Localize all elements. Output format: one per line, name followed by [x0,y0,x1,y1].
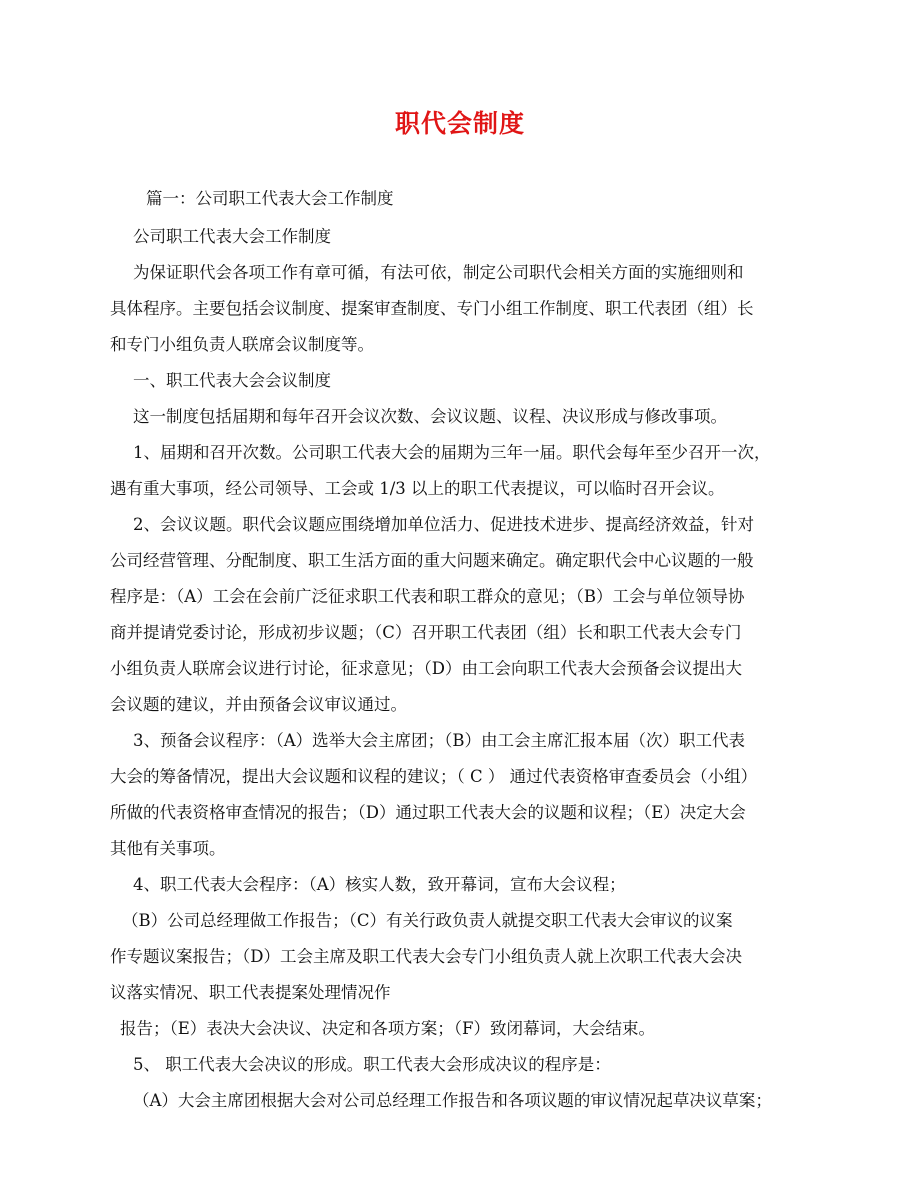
paragraph-line: （B）公司总经理做工作报告；（C）有关行政负责人就提交职工代表大会审议的议案 [122,911,733,930]
paragraph-line: 议落实情况、职工代表提案处理情况作 [110,983,391,1002]
paragraph-line: 所做的代表资格审查情况的报告；（D）通过职工代表大会的议题和议程；（E）决定大会 [110,803,746,822]
paragraph-line: 篇一：公司职工代表大会工作制度 [146,189,394,208]
paragraph-line: 一、职工代表大会会议制度 [133,371,331,390]
document-title: 职代会制度 [394,109,525,138]
paragraph-line: 报告；（E）表决大会决议、决定和各项方案；（F）致闭幕词，大会结束。 [120,1019,655,1038]
paragraph-line: 公司经营管理、分配制度、职工生活方面的重大问题来确定。确定职代会中心议题的一般 [110,551,754,570]
paragraph-line: 商并提请党委讨论，形成初步议题；（C）召开职工代表团（组）长和职工代表大会专门 [110,623,742,642]
paragraph-line: 其他有关事项。 [110,839,226,858]
paragraph-line: 1、届期和召开次数。公司职工代表大会的届期为三年一届。职代会每年至少召开一次， [133,443,771,462]
paragraph-line: 公司职工代表大会工作制度 [133,227,331,246]
paragraph-line: 这一制度包括届期和每年召开会议次数、会议议题、议程、决议形成与修改事项。 [133,407,727,426]
paragraph-line: 和专门小组负责人联席会议制度等。 [110,335,374,354]
paragraph-line: 为保证职代会各项工作有章可循，有法可依，制定公司职代会相关方面的实施细则和 [133,263,744,282]
paragraph-line: 作专题议案报告；（D）工会主席及职工代表大会专门小组负责人就上次职工代表大会决 [110,947,742,966]
paragraph-line: 小组负责人联席会议进行讨论，征求意见；（D）由工会向职工代表大会预备会议提出大 [110,659,742,678]
paragraph-line: 4、职工代表大会程序：（A）核实人数，致开幕词，宣布大会议程； [133,875,626,894]
paragraph-line: 2、会议议题。职代会议题应围绕增加单位活力、促进技术进步、提高经济效益，针对 [133,515,754,534]
paragraph-line: 5、 职工代表大会决议的形成。职工代表大会形成决议的程序是： [133,1055,611,1074]
paragraph-line: 遇有重大事项，经公司领导、工会或 1/3 以上的职工代表提议，可以临时召开会议。 [110,479,725,498]
paragraph-line: 大会的筹备情况，提出大会议题和议程的建议；（ C ） 通过代表资格审查委员会（小组） [110,767,758,786]
paragraph-line: 3、预备会议程序：（A）选举大会主席团；（B）由工会主席汇报本届（次）职工代表 [133,731,746,750]
paragraph-line: 具体程序。主要包括会议制度、提案审查制度、专门小组工作制度、职工代表团（组）长 [110,299,754,318]
paragraph-line: 程序是：（A）工会在会前广泛征求职工代表和职工群众的意见；（B）工会与单位领导协 [110,587,745,606]
paragraph-line: 会议题的建议，并由预备会议审议通过。 [110,695,407,714]
paragraph-line: （A）大会主席团根据大会对公司总经理工作报告和各项议题的审议情况起草决议草案； [133,1091,772,1110]
